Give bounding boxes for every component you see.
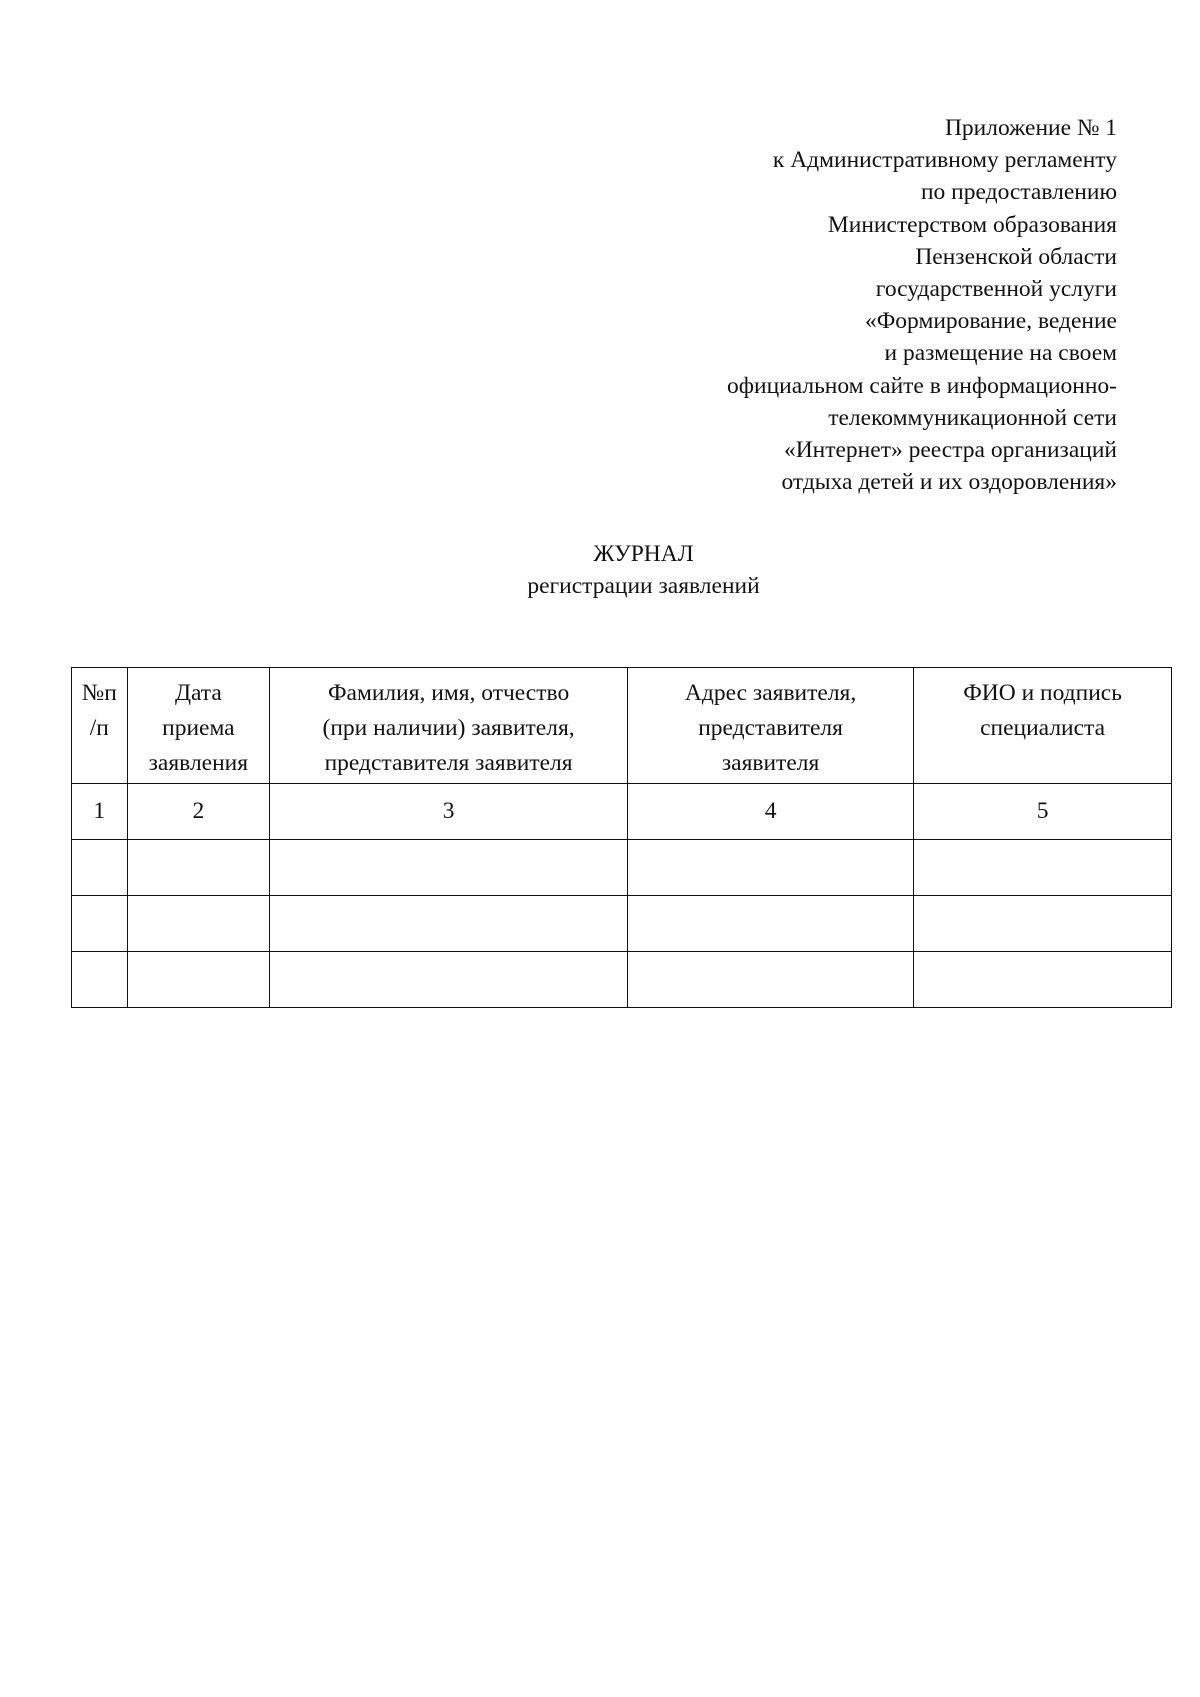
column-number-cell: 3 — [270, 784, 628, 840]
document-title — [0, 538, 1200, 602]
column-number-cell: 4 — [628, 784, 914, 840]
title-subtitle: регистрации заявлений — [527, 573, 760, 599]
empty-cell — [127, 896, 270, 952]
table-row — [72, 896, 1172, 952]
appendix-line: и размещение на своем — [884, 340, 1117, 367]
empty-cell — [914, 896, 1172, 952]
appendix-header — [557, 112, 1117, 498]
column-number-row — [72, 784, 1172, 840]
header-cell-address — [628, 668, 914, 784]
column-number-cell: 1 — [72, 784, 128, 840]
appendix-line: официальном сайте в информационно- — [727, 372, 1117, 399]
empty-cell — [127, 840, 270, 896]
appendix-line: к Административному регламенту — [772, 147, 1117, 174]
header-cell-text: Фамилия, имя, отчество (при наличии) заявителя, представителя заявителя — [322, 680, 575, 776]
empty-cell — [270, 840, 628, 896]
appendix-line: Приложение № 1 — [944, 115, 1117, 141]
empty-cell — [628, 840, 914, 896]
header-cell-specialist — [914, 668, 1172, 784]
empty-cell — [628, 952, 914, 1008]
appendix-line: Министерством образования — [827, 211, 1117, 238]
header-cell-text: №п /п — [81, 680, 117, 741]
appendix-line: телекоммуникационной сети — [828, 404, 1117, 431]
column-number-cell: 5 — [914, 784, 1172, 840]
appendix-line: отдыха детей и их оздоровления» — [781, 469, 1117, 496]
empty-cell — [914, 840, 1172, 896]
appendix-line: Пензенской области — [915, 243, 1117, 270]
header-cell-date — [127, 668, 270, 784]
empty-cell — [270, 952, 628, 1008]
appendix-line: по предоставлению — [920, 179, 1117, 206]
header-cell-applicant-name — [270, 668, 628, 784]
empty-cell — [72, 952, 128, 1008]
header-cell-text: Дата приема заявления — [148, 680, 249, 776]
empty-cell — [914, 952, 1172, 1008]
registration-journal-table — [71, 667, 1172, 1008]
header-cell-text: Адрес заявителя, представителя заявителя — [684, 680, 857, 776]
empty-cell — [72, 896, 128, 952]
empty-cell — [72, 840, 128, 896]
empty-cell — [628, 896, 914, 952]
title-main: ЖУРНАЛ — [593, 541, 694, 567]
table-row — [72, 840, 1172, 896]
header-cell-number — [72, 668, 128, 784]
appendix-line: государственной услуги — [875, 276, 1117, 303]
header-cell-text: ФИО и подпись специалиста — [963, 680, 1122, 741]
table-header-row — [72, 668, 1172, 784]
empty-cell — [270, 896, 628, 952]
appendix-line: «Формирование, ведение — [864, 308, 1117, 335]
table-row — [72, 952, 1172, 1008]
empty-cell — [127, 952, 270, 1008]
column-number-cell: 2 — [127, 784, 270, 840]
appendix-line: «Интернет» реестра организаций — [783, 437, 1117, 464]
